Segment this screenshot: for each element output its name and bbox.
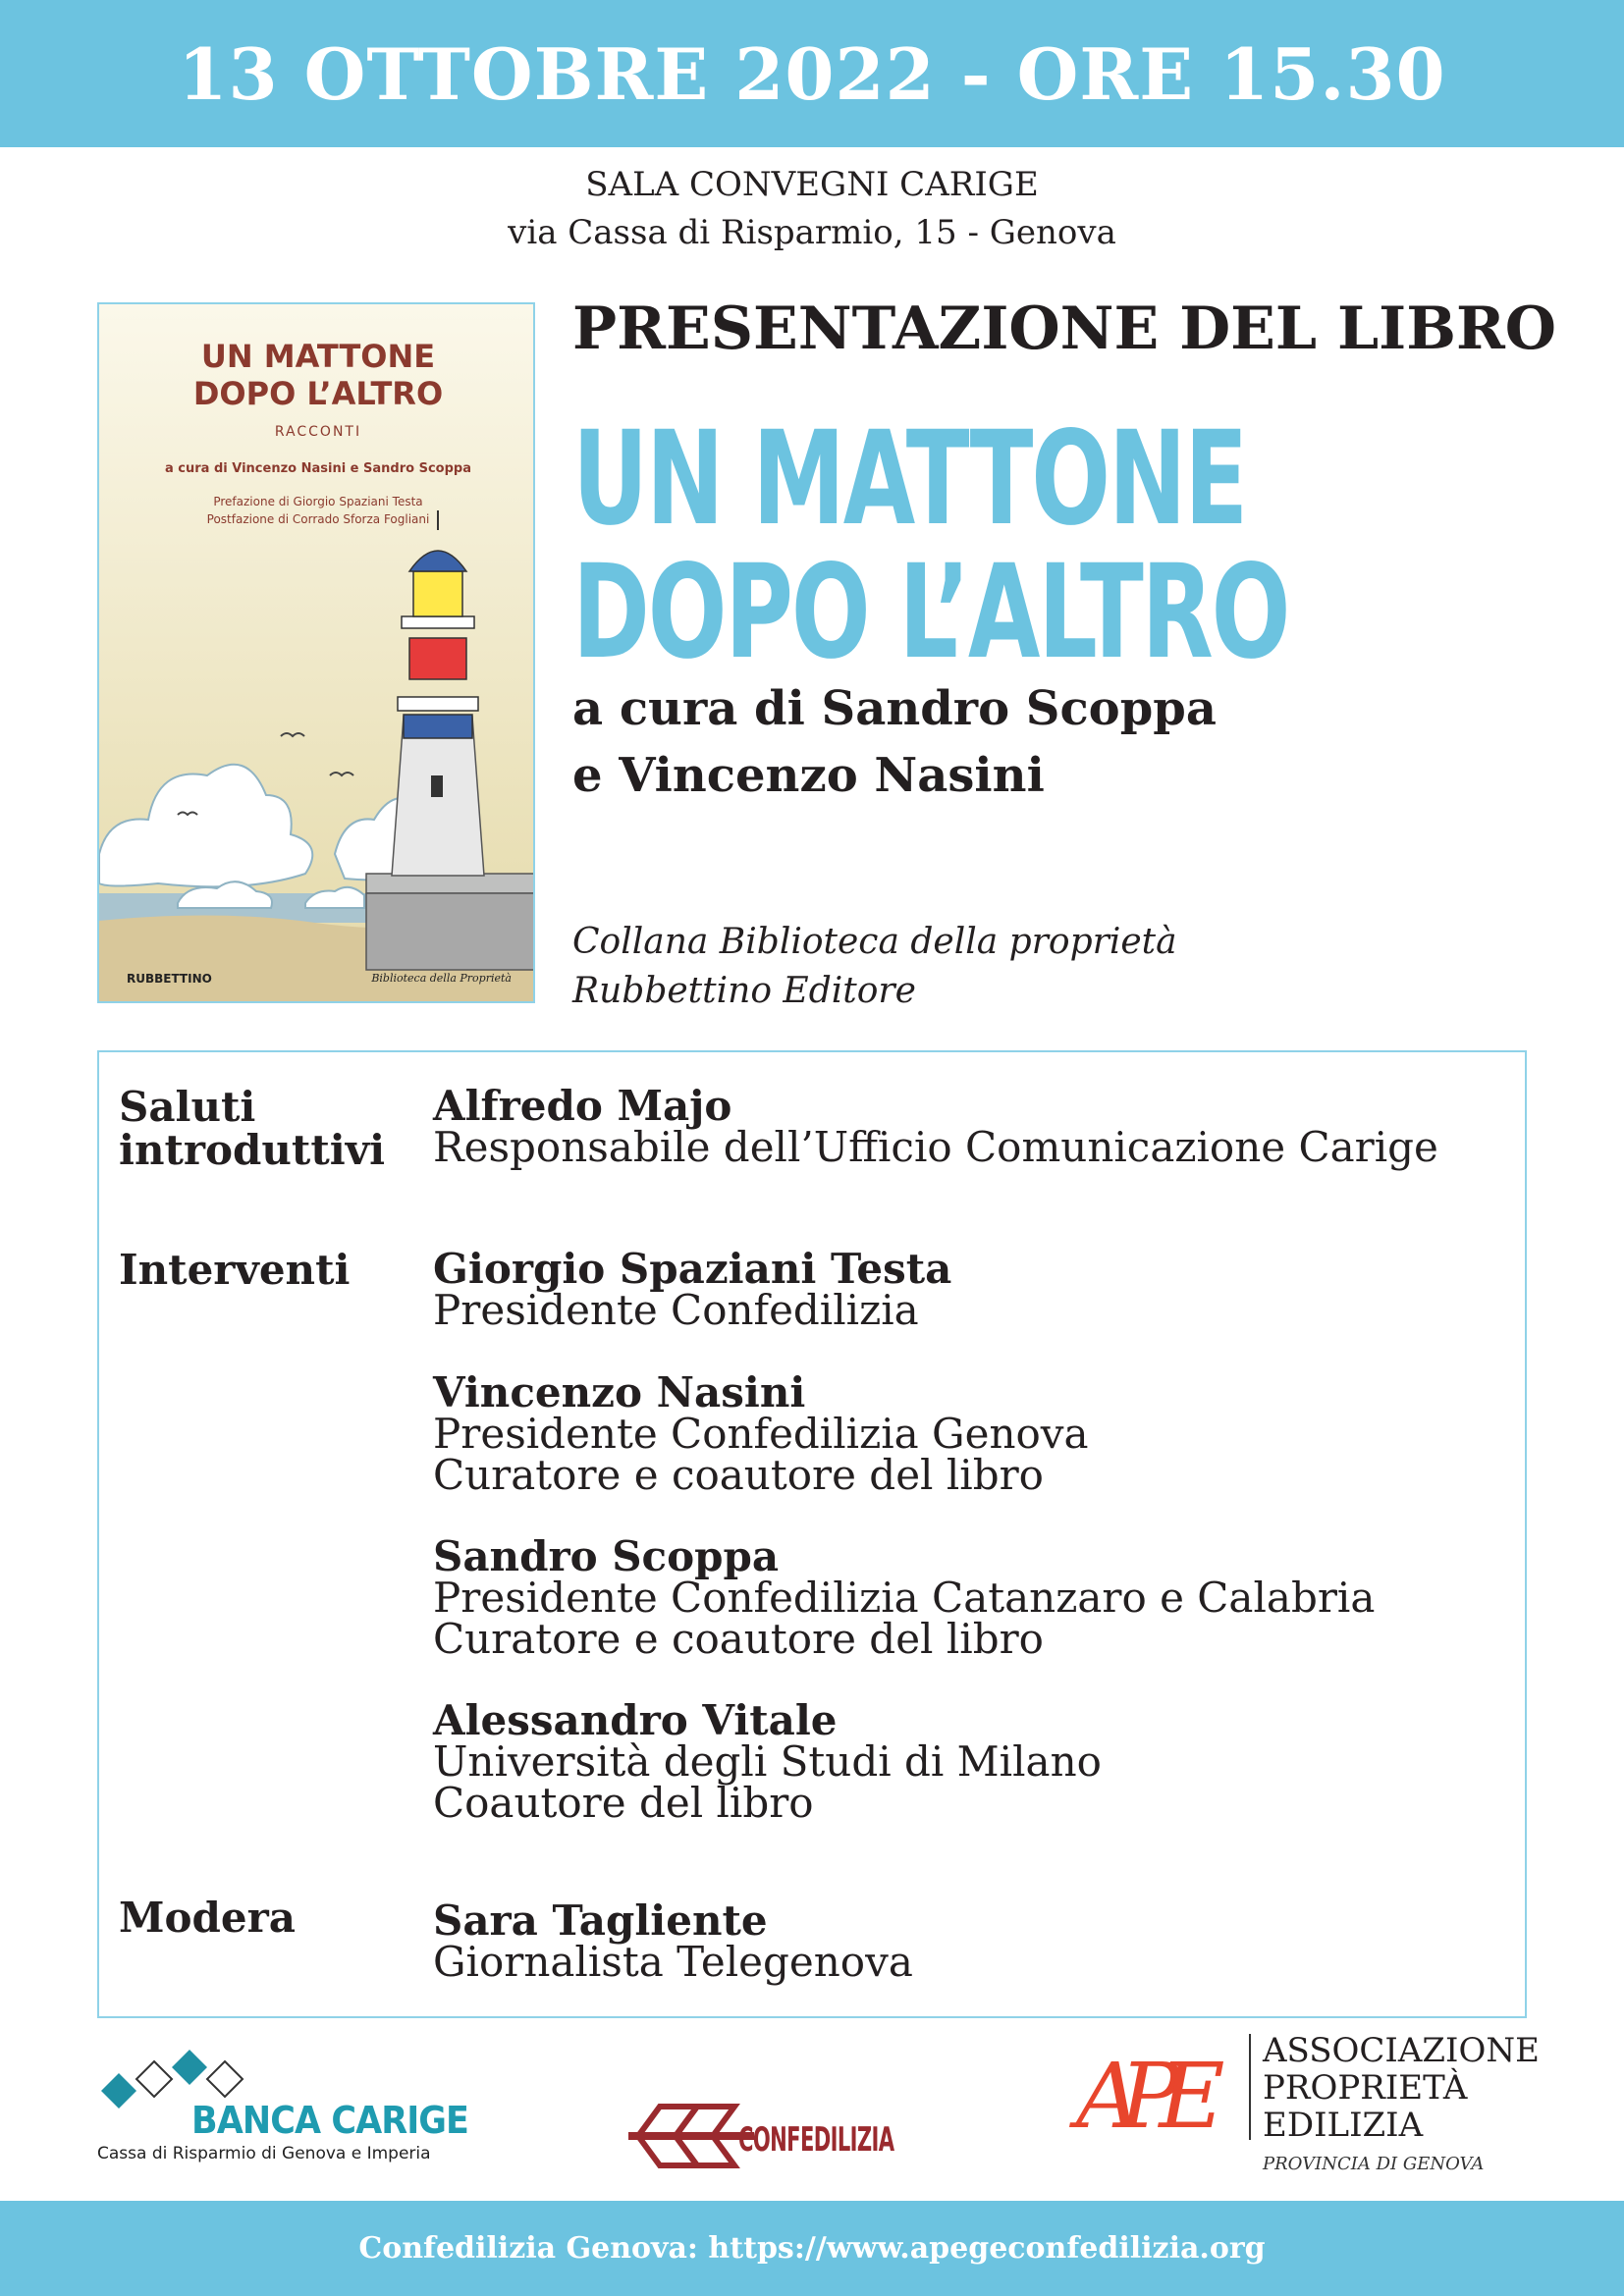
speaker-role: Coautore del libro [433,1779,814,1827]
speaker-name: Vincenzo Nasini [433,1368,806,1416]
speaker-entry [433,1368,1089,1499]
cover-title-line2: DOPO L’ALTRO [192,375,444,412]
cover-title-line1: UN MATTONE [200,338,436,375]
book-curators [572,675,1217,809]
event-date-time: 13 OTTOBRE 2022 - ORE 15.30 [178,31,1446,116]
cover-genre: RACCONTI [274,424,362,440]
speaker-entry [433,1896,913,1986]
speaker-name: Alessandro Vitale [433,1696,838,1744]
confedilizia-mark-icon [628,2099,756,2173]
date-banner [0,0,1624,147]
banca-carige-name: BANCA CARIGE [191,2099,469,2142]
speaker-entry [433,1696,1102,1827]
curators-line1: a cura di Sandro Scoppa [572,681,1217,736]
speaker-entry [433,1532,1376,1663]
speaker-entry [433,1245,952,1334]
section-saluti-line1: Saluti [119,1083,256,1131]
section-saluti [119,1083,413,1174]
banca-carige-logo [97,2044,490,2163]
book-series [572,918,1177,1016]
cover-publisher: RUBBETTINO [127,972,212,986]
speaker-name: Giorgio Spaziani Testa [433,1245,952,1293]
series-line1: Collana Biblioteca della proprietà [572,922,1177,962]
ape-logo [1076,2030,1538,2177]
speaker-name: Sandro Scoppa [433,1532,780,1580]
speaker-role: Presidente Confedilizia Genova [433,1410,1089,1458]
ape-divider [1249,2034,1251,2140]
speaker-role: Curatore e coautore del libro [433,1451,1044,1499]
cover-postface: Postfazione di Corrado Sforza Fogliani [206,512,430,526]
speaker-role: Giornalista Telegenova [433,1938,913,1986]
confedilizia-logo [628,2099,943,2177]
ape-name-line2: PROPRIETÀ [1263,2068,1468,2108]
speaker-name: Sara Tagliente [433,1896,768,1945]
speaker-role: Presidente Confedilizia Catanzaro e Calabria [433,1574,1376,1622]
ape-name-line3: EDILIZIA [1263,2106,1424,2145]
ape-mark: APE [1076,2044,1204,2149]
section-interventi: Interventi [119,1246,351,1294]
speaker-role: Curatore e coautore del libro [433,1615,1044,1663]
cover-curators: a cura di Vincenzo Nasini e Sandro Scoppa [165,461,471,476]
book-title-line2: DOPO L’ALTRO [572,537,1289,688]
speaker-entry [433,1082,1438,1171]
cover-preface: Prefazione di Giorgio Spaziani Testa [213,495,423,508]
section-saluti-line2: introduttivi [119,1126,386,1174]
book-cover [97,302,535,1003]
series-line2: Rubbettino Editore [572,971,916,1011]
book-title [572,403,1289,688]
curators-line2: e Vincenzo Nasini [572,748,1045,803]
footer-banner [0,2201,1624,2296]
footer-website[interactable]: Confedilizia Genova: https://www.apegeconfedilizia.org [358,2231,1266,2266]
speaker-role: Responsabile dell’Ufficio Comunicazione Carige [433,1123,1438,1171]
venue-address: via Cassa di Risparmio, 15 - Genova [508,213,1116,252]
section-modera: Modera [119,1894,296,1942]
cover-series: Biblioteca della Proprietà [371,972,512,985]
speaker-role: Università degli Studi di Milano [433,1737,1102,1786]
ape-province: PROVINCIA DI GENOVA [1263,2154,1485,2174]
speaker-role: Presidente Confedilizia [433,1286,919,1334]
ape-name-line1: ASSOCIAZIONE [1263,2031,1540,2070]
venue-name: SALA CONVEGNI CARIGE [585,165,1039,204]
book-title-line1: UN MATTONE [572,403,1247,555]
confedilizia-name: CONFEDILIZIA [738,2120,894,2160]
program-box [97,1050,1527,2018]
banca-carige-tagline: Cassa di Risparmio di Genova e Imperia [97,2144,431,2163]
speaker-name: Alfredo Majo [433,1082,732,1130]
presentation-heading: PRESENTAZIONE DEL LIBRO [572,294,1557,363]
